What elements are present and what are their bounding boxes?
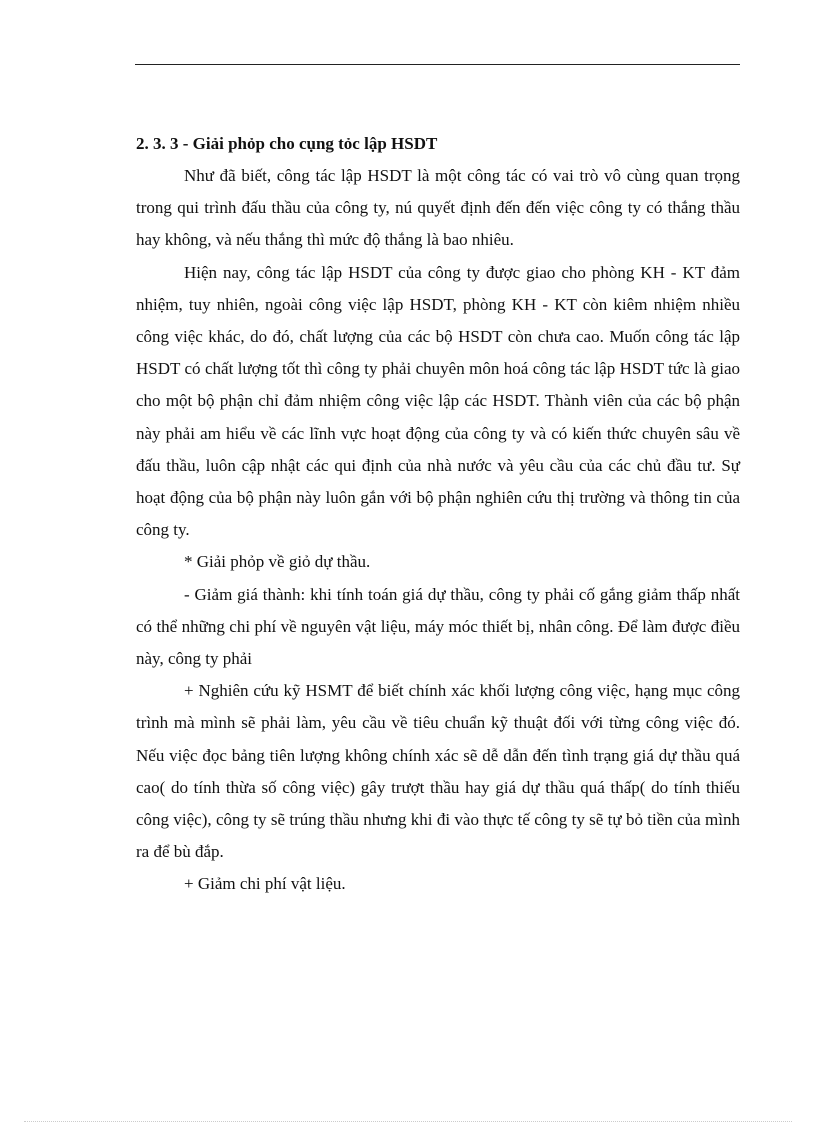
section-heading: 2. 3. 3 - Giải phỏp cho cụng tỏc lập HSDT: [136, 134, 438, 153]
paragraph-reduce-material-cost: + Giảm chi phí vật liệu.: [184, 874, 346, 894]
paragraph-study-hsmt: + Nghiên cứu kỹ HSMT để biết chính xác khối lượng công việc, hạng mục công trình mà mình sẽ phải làm, yêu cầu về tiêu chuẩn kỹ thuật đối với từng công việc đó. Nếu việc đọc bảng tiên lượng không chính xác sẽ dễ dẫn đến tình trạng giá dự thầu quá cao( do tính thừa số công việc) gây trượt thầu hay giá dự thầu quá thấp( do tính thiếu công việc), công ty sẽ trúng thầu nhưng khi đi vào thực tế công ty sẽ tự bỏ tiền của mình ra để bù đắp.: [136, 681, 740, 862]
paragraph-price-solution-heading: * Giải phỏp về giỏ dự thầu.: [184, 552, 371, 572]
footer-divider: [24, 1121, 792, 1122]
paragraph-intro: Như đã biết, công tác lập HSDT là một công tác có vai trò vô cùng quan trọng trong qui trình đấu thầu của công ty, nú quyết định đến đến việc công ty có thắng thầu hay không, và nếu thắng thì mức độ thắng là bao nhiêu.: [136, 166, 740, 250]
paragraph-reduce-cost: - Giảm giá thành: khi tính toán giá dự thầu, công ty phải cố gắng giảm thấp nhất có thể những chi phí về nguyên vật liệu, máy móc thiết bị, nhân công. Để làm được điều này, công ty phải: [136, 584, 740, 669]
paragraph-current-status: Hiện nay, công tác lập HSDT của công ty được giao cho phòng KH - KT đảm nhiệm, tuy nhiên, ngoài công việc lập HSDT, phòng KH - KT còn kiêm nhiệm nhiều công việc khác, do đó, chất lượng của các bộ HSDT còn chưa cao. Muốn công tác lập HSDT có chất lượng tốt thì công ty phải chuyên môn hoá công tác lập HSDT tức là giao cho một bộ phận chỉ đảm nhiệm công việc lập các HSDT. Thành viên của các bộ phận này phải am hiểu về các lĩnh vực hoạt động của công ty và có kiến thức chuyên sâu về đấu thầu, luôn cập nhật các qui định của nhà nước và yêu cầu của các chủ đầu tư. Sự hoạt động của bộ phận này luôn gắn với bộ phận nghiên cứu thị trường và thông tin của công ty.: [136, 262, 740, 540]
header-divider: [135, 64, 740, 65]
document-body: [136, 128, 740, 901]
